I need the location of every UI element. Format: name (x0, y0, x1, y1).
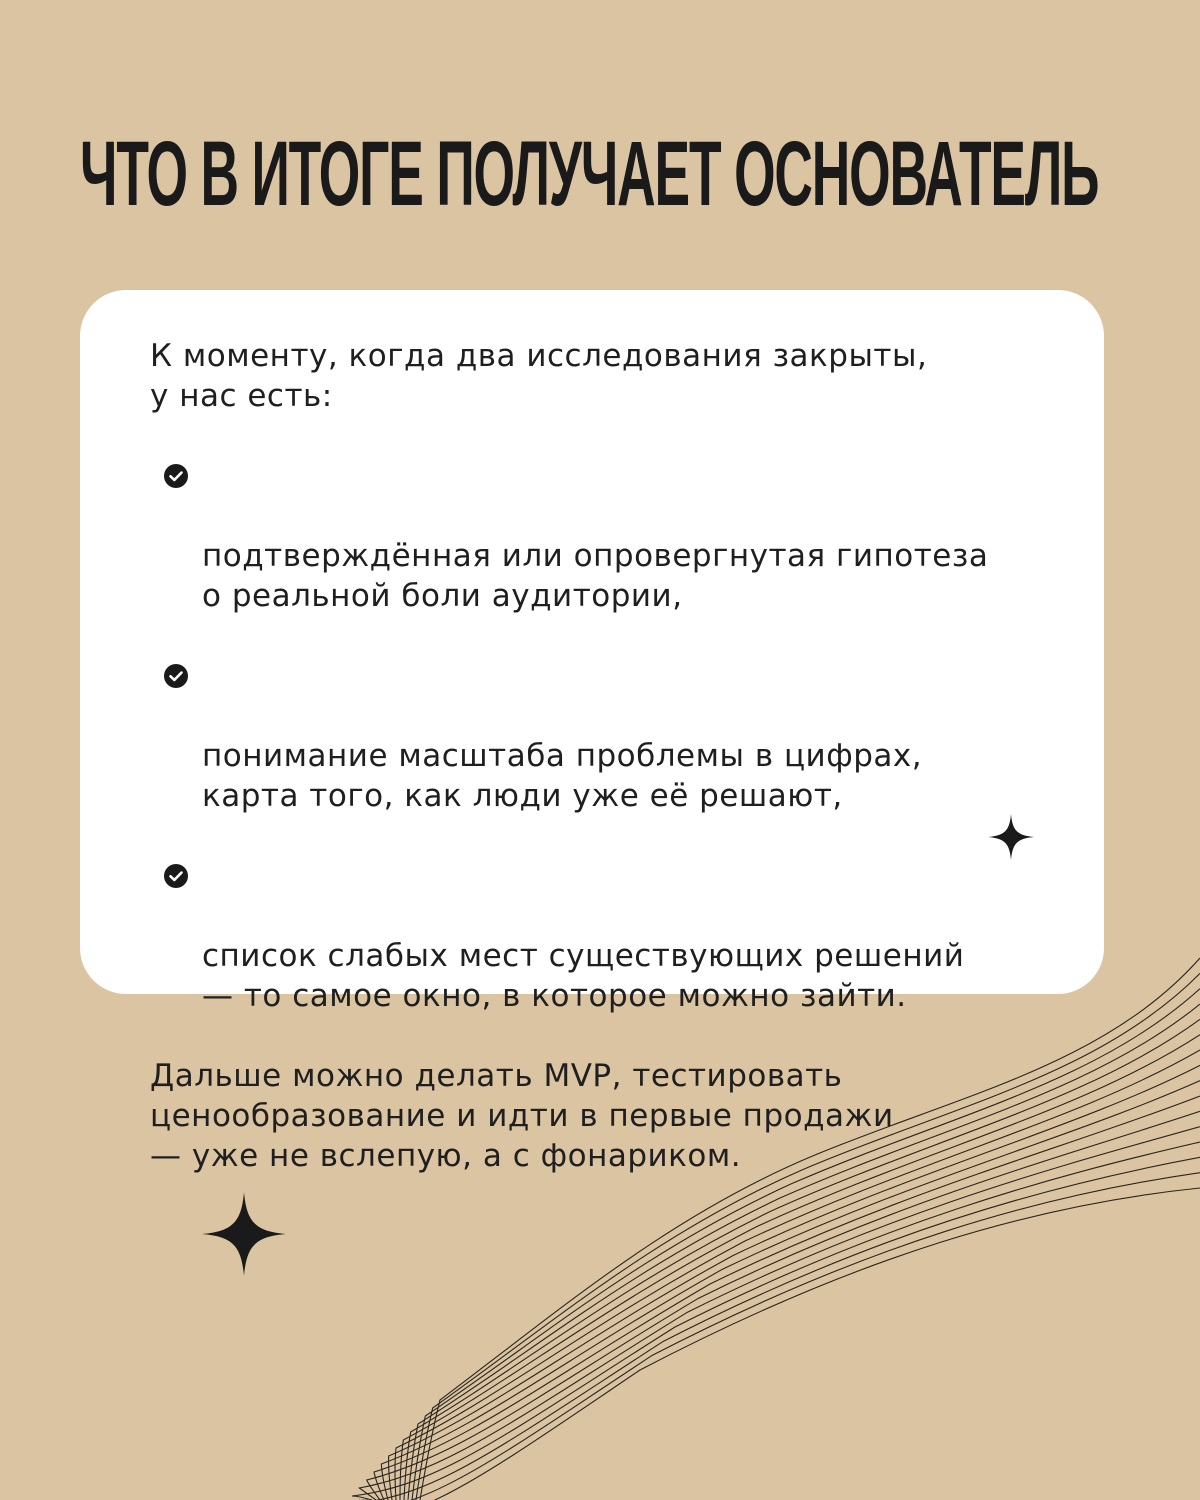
check-circle-icon (164, 864, 188, 888)
check-circle-icon (164, 664, 188, 688)
list-item-text: понимание масштаба проблемы в цифрах, карта того, как люди уже её решают, (202, 738, 923, 814)
slide-title: ЧТО В ИТОГЕ ПОЛУЧАЕТ ОСНОВАТЕЛЬ (80, 123, 1099, 225)
list-item-text: список слабых мест существующих решений — то самое окно, в которое можно зайти. (202, 938, 965, 1014)
wave-line (359, 1127, 1200, 1500)
sparkle-star-icon (202, 1192, 286, 1276)
list-item (150, 856, 1010, 1016)
sparkle-star-icon (988, 814, 1034, 860)
content-card (80, 290, 1104, 1174)
wave-line (352, 1142, 1200, 1500)
card-text (150, 336, 1010, 1176)
intro-text: К моменту, когда два исследования закрыты, у нас есть: (150, 338, 928, 414)
wave-line (345, 1157, 1200, 1500)
result-list (150, 456, 1010, 1016)
wave-line (337, 1173, 1200, 1500)
outro-text: Дальше можно делать MVP, тестировать ценообразование и идти в первые продажи — уже не вслепую, а с фонариком. (150, 1058, 894, 1174)
list-item (150, 656, 1010, 816)
wave-line (330, 1188, 1200, 1500)
list-item-text: подтверждённая или опровергнутая гипотеза о реальной боли аудитории, (202, 538, 989, 614)
check-circle-icon (164, 464, 188, 488)
list-item (150, 456, 1010, 616)
